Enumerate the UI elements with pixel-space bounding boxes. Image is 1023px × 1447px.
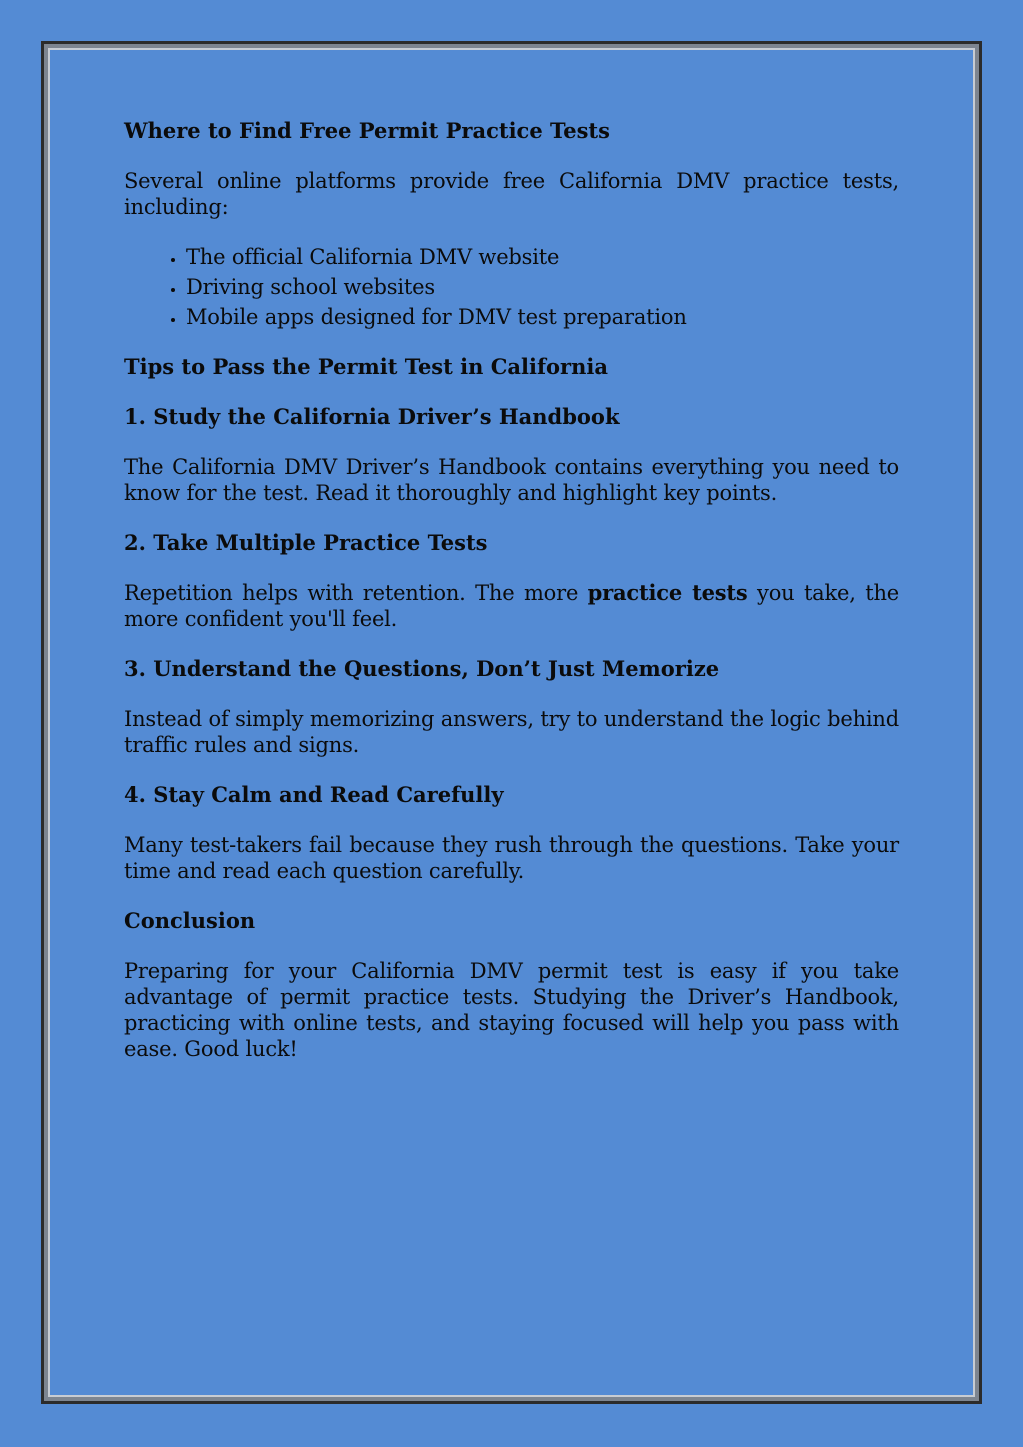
list-item: • Driving school websites [186,274,899,300]
tip-1-heading: 1. Study the California Driver’s Handbook [124,404,620,429]
section-heading-find-tests: Where to Find Free Permit Practice Tests [124,118,610,143]
tip-4-heading: 4. Stay Calm and Read Carefully [124,782,504,807]
tip-2-heading: 2. Take Multiple Practice Tests [124,530,488,555]
tip-4-body: Many test-takers fail because they rush through the questions. Take your time and read each question carefully. [124,833,899,883]
tip-2-body [124,580,899,632]
tip-3-body: Instead of simply memorizing answers, try to understand the logic behind traffic rules and signs. [124,707,899,757]
conclusion-heading: Conclusion [124,908,256,933]
conclusion-body: Preparing for your California DMV permit test is easy if you take advantage of permit practice tests. Studying the Driver’s Handbook, practicing with online tests, and staying focused will help you pass with ease. Good luck! [124,959,899,1061]
list-item: • Mobile apps designed for DMV test preparation [186,304,899,330]
tip-3-heading: 3. Understand the Questions, Don’t Just Memorize [124,656,720,681]
tip-1-body: The California DMV Driver’s Handbook contains everything you need to know for the test. Read it thoroughly and highlight key points. [124,455,899,505]
document-body [124,118,899,1086]
practice-tests-bold-text: practice tests [587,580,748,605]
list-item: • The official California DMV website [186,244,899,270]
tip-2-text-after: you take, the more confident you'll feel. [124,581,899,631]
tip-2-text-before: Repetition helps with retention. The more [124,581,588,605]
section-heading-tips: Tips to Pass the Permit Test in California [124,354,608,379]
platform-list [124,244,899,330]
find-tests-intro: Several online platforms provide free California DMV practice tests, including: [124,169,899,219]
